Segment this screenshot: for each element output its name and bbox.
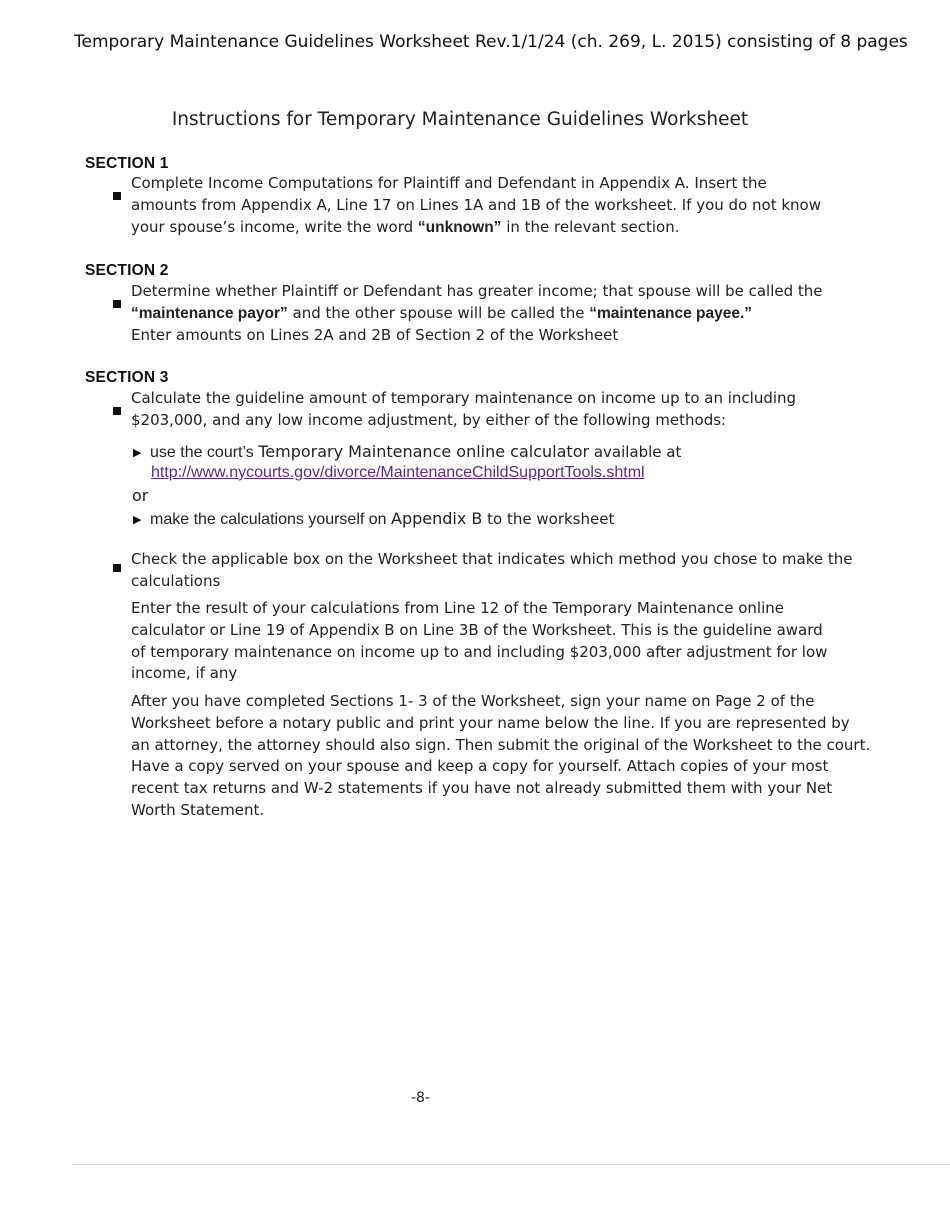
calculator-link[interactable]: http://www.nycourts.gov/divorce/MaintenanceChildSupportTools.shtml: [151, 464, 645, 481]
section-2-heading: SECTION 2: [85, 262, 169, 279]
text-run: to the worksheet: [482, 510, 615, 528]
bullet-icon: [113, 564, 121, 572]
bullet-icon: [113, 407, 121, 415]
section-2-line-2: [131, 303, 871, 325]
bold-term: “unknown”: [417, 218, 502, 236]
section-3-p2-line-1: Check the applicable box on the Worksheet that indicates which method you chose to make the: [131, 550, 853, 568]
text-run: Temporary Maintenance online calculator: [258, 442, 590, 461]
section-3-p3-line-1: Enter the result of your calculations from Line 12 of the Temporary Maintenance online: [131, 599, 784, 617]
section-2-line-1: Determine whether Plaintiff or Defendant has greater income; that spouse will be called the: [131, 282, 823, 300]
triangle-bullet-icon: ▶: [133, 446, 142, 459]
section-3-p4-line-1: After you have completed Sections 1- 3 of the Worksheet, sign your name on Page 2 of the: [131, 692, 815, 710]
text-run: available at: [589, 443, 682, 461]
section-3-p2-line-2: calculations: [131, 571, 221, 590]
section-3-p1-line-1: Calculate the guideline amount of temporary maintenance on income up to an including: [131, 389, 797, 407]
footer-divider: [72, 1164, 950, 1165]
section-2-paragraph: [131, 281, 871, 346]
text-run: in the relevant section.: [501, 217, 680, 236]
bold-term: “maintenance payee.”: [589, 304, 753, 322]
section-3-paragraph-1: [131, 388, 871, 432]
section-3-p1-line-2: $203,000, and any low income adjustment, by either of the following methods:: [131, 410, 727, 429]
section-1-line-3: [131, 217, 871, 239]
text-run: Appendix B: [391, 509, 483, 528]
page-number: -8-: [411, 1090, 431, 1106]
bullet-icon: [113, 300, 121, 308]
section-1-heading: SECTION 1: [85, 155, 169, 172]
text-run: your spouse’s income, write the word: [131, 217, 418, 236]
section-3-paragraph-3: [131, 598, 871, 685]
bold-term: “maintenance payor”: [131, 304, 288, 322]
section-3-paragraph-2: [131, 549, 871, 593]
section-3-p3-line-2: calculator or Line 19 of Appendix B on Line 3B of the Worksheet. This is the guideline award: [131, 620, 823, 639]
option-2-text: [150, 508, 870, 531]
option-1-text: [150, 441, 870, 464]
bullet-icon: [113, 192, 121, 200]
section-3-p4-line-5: recent tax returns and W-2 statements if you have not already submitted them with your Net: [131, 779, 833, 798]
section-1-paragraph: [131, 173, 871, 238]
document-header: Temporary Maintenance Guidelines Worksheet Rev.1/1/24 (ch. 269, L. 2015) consisting of 8 pages: [74, 32, 908, 52]
section-3-p4-line-3: an attorney, the attorney should also sign. Then submit the original of the Worksheet to the court.: [131, 735, 871, 754]
text-run: make the calculations yourself on: [150, 511, 392, 528]
text-run: use the court’s: [150, 444, 259, 461]
section-3-heading: SECTION 3: [85, 369, 169, 386]
section-3-p4-line-4: Have a copy served on your spouse and keep a copy for yourself. Attach copies of your most: [131, 757, 829, 776]
page-title: Instructions for Temporary Maintenance Guidelines Worksheet: [171, 109, 749, 130]
or-text: or: [132, 486, 149, 505]
section-1-line-1: Complete Income Computations for Plaintiff and Defendant in Appendix A. Insert the: [131, 174, 767, 192]
section-3-paragraph-4: [131, 691, 871, 822]
section-1-line-2: amounts from Appendix A, Line 17 on Lines 1A and 1B of the worksheet. If you do not know: [131, 195, 821, 214]
section-2-line-3: Enter amounts on Lines 2A and 2B of Section 2 of the Worksheet: [131, 325, 619, 344]
text-run: and the other spouse will be called the: [287, 303, 590, 322]
section-3-p3-line-3: of temporary maintenance on income up to and including $203,000 after adjustment for low: [131, 642, 828, 661]
section-3-p4-line-2: Worksheet before a notary public and print your name below the line. If you are represented by: [131, 713, 850, 732]
section-3-p4-line-6: Worth Statement.: [131, 800, 265, 819]
section-3-p3-line-4: income, if any: [131, 664, 238, 683]
triangle-bullet-icon: ▶: [133, 513, 142, 526]
